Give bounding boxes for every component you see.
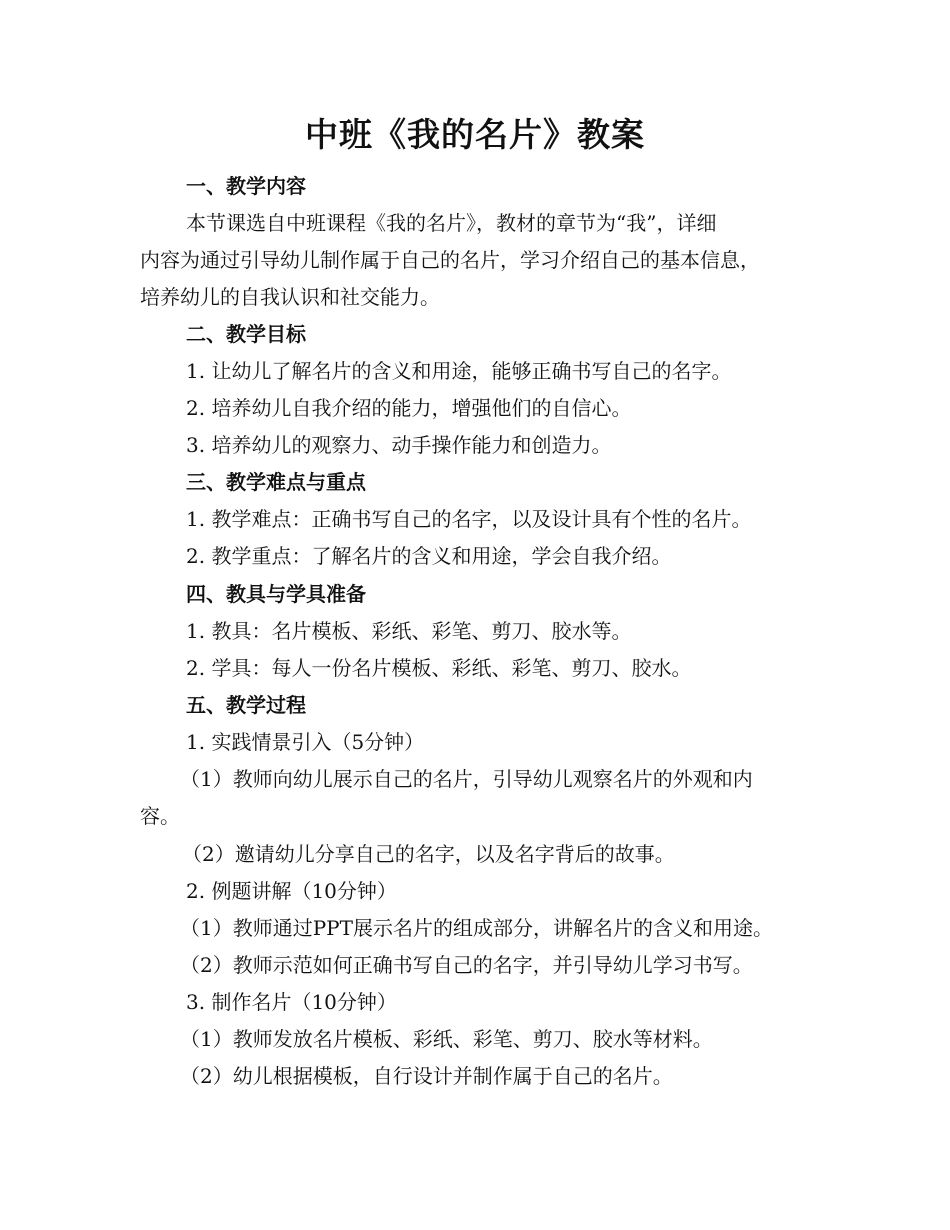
process-step: 2. 例题讲解（10分钟） — [186, 879, 397, 903]
process-substep: （2）教师示范如何正确书写自己的名字，并引导幼儿学习书写。 — [180, 953, 753, 977]
list-item: 1. 教学难点：正确书写自己的名字，以及设计具有个性的名片。 — [186, 507, 752, 531]
process-substep: （2）邀请幼儿分享自己的名字，以及名字背后的故事。 — [182, 842, 675, 866]
section-heading-objectives: 二、教学目标 — [186, 322, 306, 346]
list-item: 2. 学具：每人一份名片模板、彩纸、彩笔、剪刀、胶水。 — [186, 656, 692, 680]
section-heading-difficulties: 三、教学难点与重点 — [186, 470, 366, 494]
list-item: 2. 培养幼儿自我介绍的能力，增强他们的自信心。 — [186, 396, 632, 420]
process-step: 3. 制作名片（10分钟） — [186, 990, 397, 1014]
section-heading-process: 五、教学过程 — [186, 693, 306, 717]
section-heading-materials: 四、教具与学具准备 — [186, 582, 366, 606]
process-substep-continuation: 容。 — [140, 804, 180, 828]
process-step: 1. 实践情景引入（5分钟） — [186, 730, 425, 754]
document-title: 中班《我的名片》教案 — [305, 115, 645, 154]
process-substep: （1）教师发放名片模板、彩纸、彩笔、剪刀、胶水等材料。 — [180, 1027, 713, 1051]
section-heading-content: 一、教学内容 — [186, 174, 306, 198]
list-item: 3. 培养幼儿的观察力、动手操作能力和创造力。 — [186, 433, 612, 457]
paragraph-line: 培养幼儿的自我认识和社交能力。 — [140, 285, 440, 309]
list-item: 2. 教学重点：了解名片的含义和用途，学会自我介绍。 — [186, 544, 672, 568]
list-item: 1. 让幼儿了解名片的含义和用途，能够正确书写自己的名字。 — [186, 359, 732, 383]
process-substep: （1）教师向幼儿展示自己的名片，引导幼儿观察名片的外观和内 — [180, 767, 753, 791]
list-item: 1. 教具：名片模板、彩纸、彩笔、剪刀、胶水等。 — [186, 619, 632, 643]
process-substep: （2）幼儿根据模板，自行设计并制作属于自己的名片。 — [180, 1064, 673, 1088]
process-substep: （1）教师通过PPT展示名片的组成部分，讲解名片的含义和用途。 — [180, 916, 773, 940]
paragraph-line: 内容为通过引导幼儿制作属于自己的名片，学习介绍自己的基本信息， — [140, 248, 760, 272]
paragraph-line: 本节课选自中班课程《我的名片》，教材的章节为“我”，详细 — [186, 211, 717, 235]
